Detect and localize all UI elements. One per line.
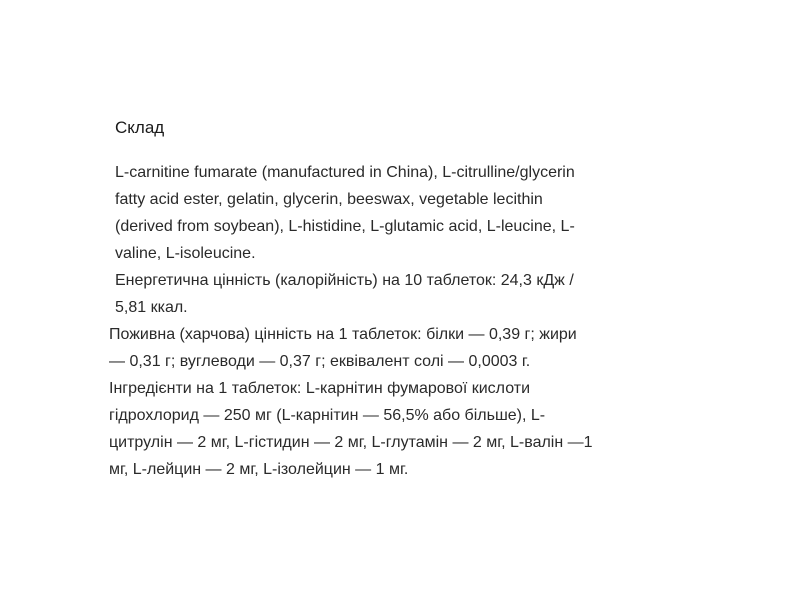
text-line: fatty acid ester, gelatin, glycerin, beeswax, vegetable lecithin (115, 191, 543, 208)
ingredients-text (109, 159, 715, 483)
text-line: (derived from soybean), L-histidine, L-glutamic acid, L-leucine, L- (115, 218, 575, 235)
section-title: Склад (115, 118, 165, 137)
text-line: valine, L-isoleucine. (115, 245, 256, 262)
text-line: L-carnitine fumarate (manufactured in China), L-citrulline/glycerin (115, 164, 575, 181)
text-line: цитрулін — 2 мг, L-гістидин — 2 мг, L-глутамін — 2 мг, L-валін —1 (109, 434, 593, 451)
text-line: 5,81 ккал. (115, 299, 188, 316)
text-line: гідрохлорид — 250 мг (L-карнітин — 56,5% або більше), L- (109, 407, 546, 424)
text-line: Енергетична цінність (калорійність) на 10 таблеток: 24,3 кДж / (115, 272, 574, 289)
text-line: Поживна (харчова) цінність на 1 таблеток: білки — 0,39 г; жири (109, 326, 577, 343)
text-line: мг, L-лейцин — 2 мг, L-ізолейцин — 1 мг. (109, 461, 409, 478)
text-line: Інгредієнти на 1 таблеток: L-карнітин фумарової кислоти (109, 380, 531, 397)
text-line: — 0,31 г; вуглеводи — 0,37 г; еквівалент солі — 0,0003 г. (109, 353, 531, 370)
